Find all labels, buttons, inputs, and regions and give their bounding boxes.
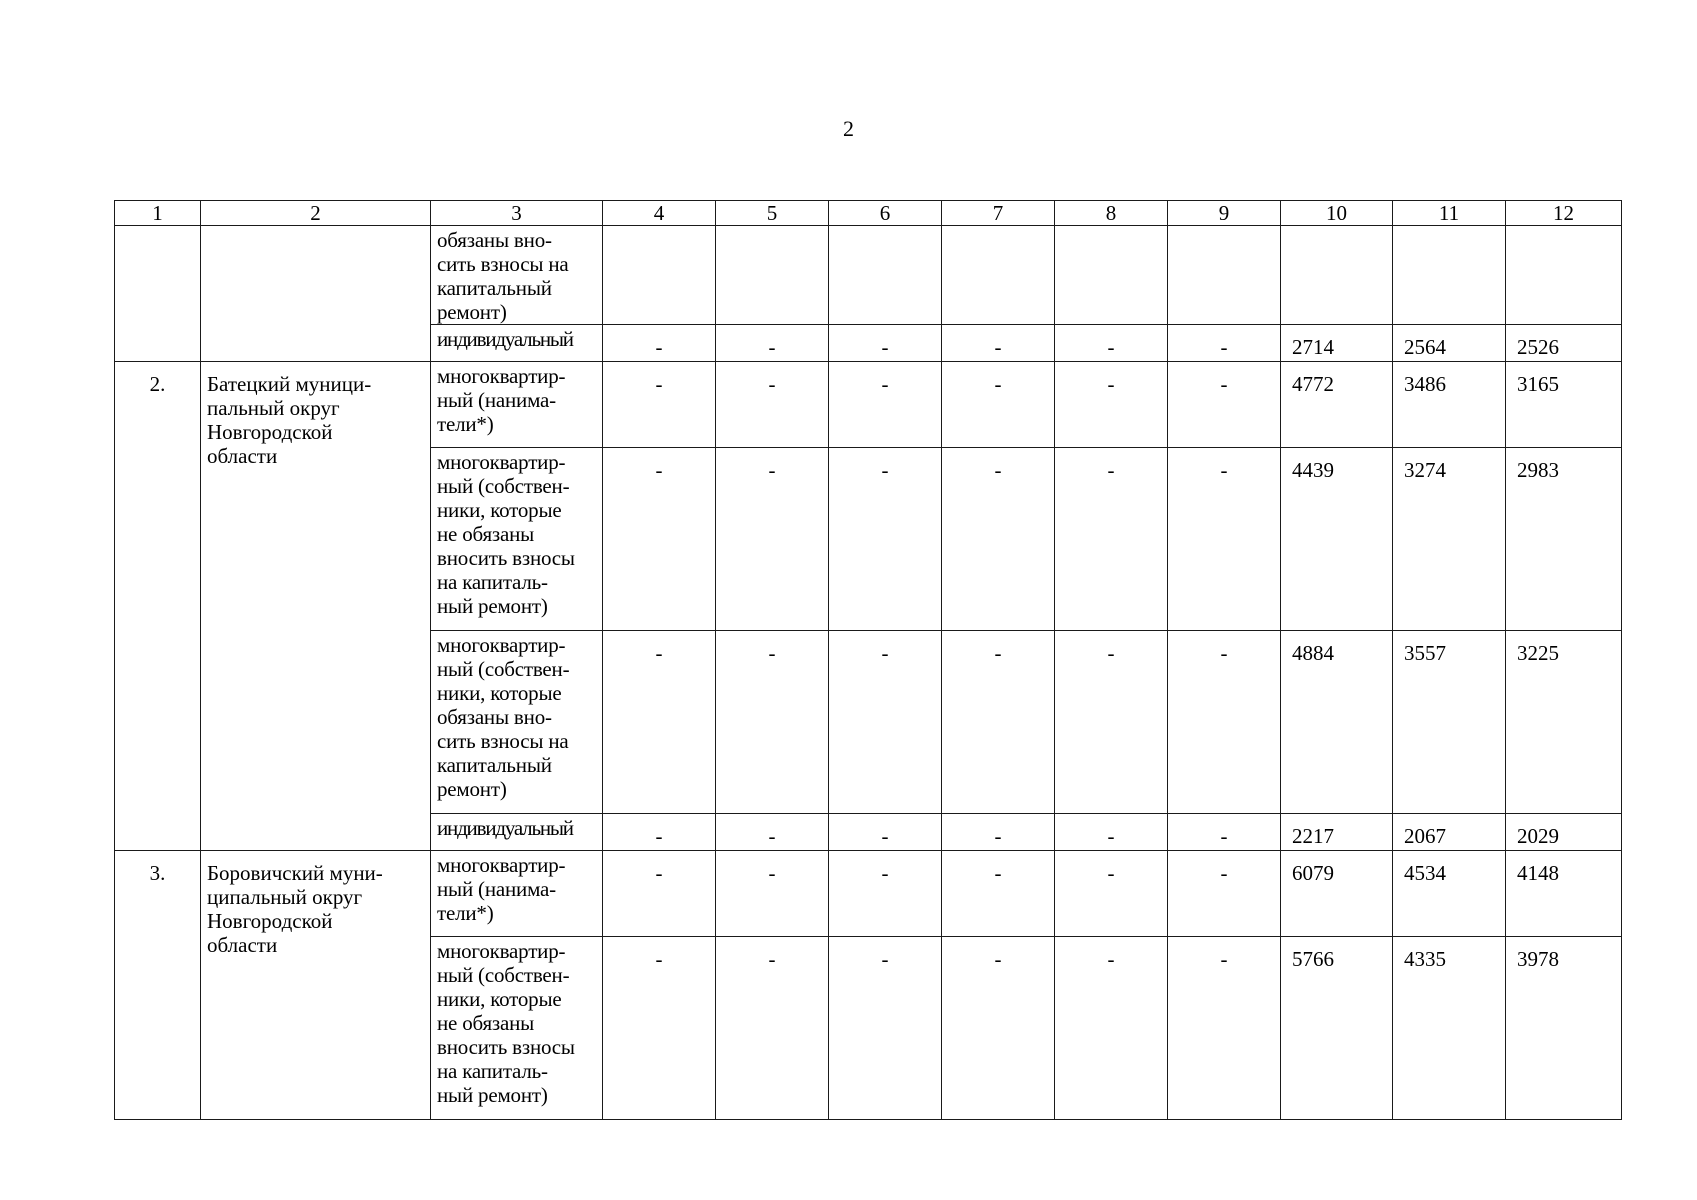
value-cell (942, 226, 1055, 325)
value-cell: 4534 (1393, 851, 1506, 937)
housing-type-cell: многоквартир- ный (нанима- тели*) (431, 851, 603, 937)
header-cell: 8 (1055, 201, 1168, 226)
value-cell: 2029 (1506, 814, 1622, 851)
value-cell (1393, 226, 1506, 325)
value-cell: - (603, 631, 716, 814)
header-cell: 9 (1168, 201, 1281, 226)
value-cell: - (942, 814, 1055, 851)
header-cell: 7 (942, 201, 1055, 226)
value-cell: - (1055, 362, 1168, 448)
tariff-table (114, 200, 1622, 1120)
value-cell: - (1168, 851, 1281, 937)
header-cell: 3 (431, 201, 603, 226)
value-cell: 3486 (1393, 362, 1506, 448)
housing-type-cell: индивидуальный (431, 325, 603, 362)
value-cell (1055, 226, 1168, 325)
header-row (115, 201, 1622, 226)
table-row (115, 226, 1622, 325)
value-cell: - (1168, 362, 1281, 448)
value-cell: 2564 (1393, 325, 1506, 362)
value-cell: - (942, 325, 1055, 362)
value-cell: 3274 (1393, 448, 1506, 631)
housing-type-cell: многоквартир- ный (собствен- ники, которые обязаны вно- сить взносы на капитальный ремонт) (431, 631, 603, 814)
value-cell: 2526 (1506, 325, 1622, 362)
value-cell: - (716, 362, 829, 448)
value-cell (603, 226, 716, 325)
housing-type-cell: многоквартир- ный (собствен- ники, которые не обязаны вносить взносы на капиталь- ный ремонт) (431, 448, 603, 631)
value-cell: 4148 (1506, 851, 1622, 937)
value-cell: - (1055, 448, 1168, 631)
value-cell: 2714 (1281, 325, 1393, 362)
value-cell: 6079 (1281, 851, 1393, 937)
value-cell: 4439 (1281, 448, 1393, 631)
header-cell: 4 (603, 201, 716, 226)
page-number: 2 (843, 116, 854, 141)
value-cell: - (1055, 325, 1168, 362)
value-cell: - (716, 937, 829, 1120)
housing-type-cell: обязаны вно- сить взносы на капитальный ремонт) (431, 226, 603, 325)
value-cell: - (829, 851, 942, 937)
housing-type-cell: индивидуальный (431, 814, 603, 851)
value-cell: 4884 (1281, 631, 1393, 814)
value-cell: - (942, 851, 1055, 937)
table-row (115, 362, 1622, 448)
value-cell (1506, 226, 1622, 325)
header-cell: 11 (1393, 201, 1506, 226)
value-cell: 2067 (1393, 814, 1506, 851)
header-cell: 5 (716, 201, 829, 226)
value-cell: - (942, 937, 1055, 1120)
value-cell: - (716, 814, 829, 851)
value-cell: - (829, 814, 942, 851)
value-cell: 2983 (1506, 448, 1622, 631)
value-cell: 4772 (1281, 362, 1393, 448)
header-cell: 6 (829, 201, 942, 226)
value-cell (829, 226, 942, 325)
municipality-cell (201, 226, 431, 362)
municipality-cell: Батецкий муници- пальный округ Новгородской области (201, 362, 431, 851)
header-cell: 2 (201, 201, 431, 226)
value-cell: - (1168, 631, 1281, 814)
value-cell: - (603, 937, 716, 1120)
value-cell: - (603, 325, 716, 362)
value-cell: - (1055, 937, 1168, 1120)
value-cell: 3225 (1506, 631, 1622, 814)
value-cell: 3557 (1393, 631, 1506, 814)
value-cell: - (1055, 631, 1168, 814)
row-number-cell: 3. (115, 851, 201, 1120)
value-cell: - (603, 448, 716, 631)
housing-type-cell: многоквартир- ный (собствен- ники, которые не обязаны вносить взносы на капиталь- ный ремонт) (431, 937, 603, 1120)
value-cell: 4335 (1393, 937, 1506, 1120)
value-cell: - (716, 325, 829, 362)
value-cell: - (942, 631, 1055, 814)
table-row (115, 851, 1622, 937)
value-cell: - (716, 448, 829, 631)
value-cell: - (829, 325, 942, 362)
value-cell: - (1168, 937, 1281, 1120)
header-cell: 1 (115, 201, 201, 226)
row-number-cell: 2. (115, 362, 201, 851)
value-cell (1281, 226, 1393, 325)
value-cell: 2217 (1281, 814, 1393, 851)
value-cell: - (942, 362, 1055, 448)
value-cell: - (603, 851, 716, 937)
value-cell: - (829, 448, 942, 631)
value-cell: - (603, 362, 716, 448)
value-cell: - (829, 937, 942, 1120)
value-cell (716, 226, 829, 325)
value-cell: 3165 (1506, 362, 1622, 448)
value-cell: - (1055, 814, 1168, 851)
value-cell: - (829, 362, 942, 448)
header-cell: 10 (1281, 201, 1393, 226)
value-cell: 3978 (1506, 937, 1622, 1120)
value-cell: - (829, 631, 942, 814)
value-cell (1168, 226, 1281, 325)
value-cell: - (1168, 814, 1281, 851)
value-cell: 5766 (1281, 937, 1393, 1120)
value-cell: - (1168, 448, 1281, 631)
value-cell: - (603, 814, 716, 851)
row-number-cell (115, 226, 201, 362)
header-cell: 12 (1506, 201, 1622, 226)
value-cell: - (716, 631, 829, 814)
housing-type-cell: многоквартир- ный (нанима- тели*) (431, 362, 603, 448)
value-cell: - (716, 851, 829, 937)
value-cell: - (1055, 851, 1168, 937)
value-cell: - (1168, 325, 1281, 362)
municipality-cell: Боровичский муни- ципальный округ Новгородской области (201, 851, 431, 1120)
value-cell: - (942, 448, 1055, 631)
